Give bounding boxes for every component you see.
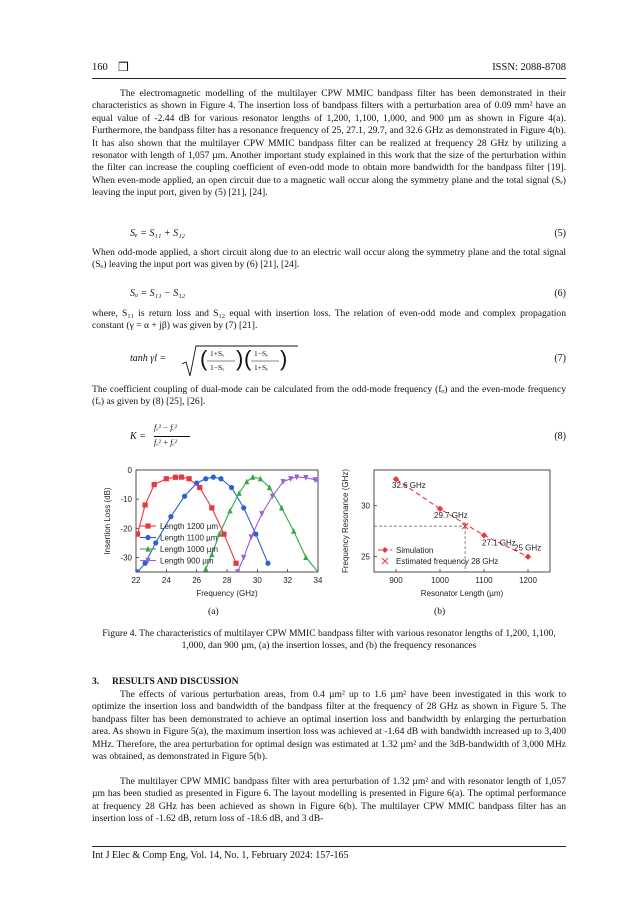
paragraph-1: The electromagnetic modelling of the multilayer CPW MMIC bandpass filter has been demonstrated in their characteristics as shown in Figure 4. The insertion loss of bandpass filters with a perturbation area of 0.09 mm² have an equal value of -2.44 dB for various resonator lengths of 1,200, 1,100, 1,000, and 900 µm as shown in Figure 4(a). Furthermore, the bandpass filter has a resonance frequency of 25, 27.1, 29.7, and 32.6 GHz as demonstrated in Figure 4(b). It has also shown that the multilayer CPW MMIC bandpass filter can be realized at frequency 28 GHz by utilizing a resonator with length of 1,057 µm. Another important study explained in this work that the size of the perturbation within the filter can increase the coupling coefficient of even-odd mode to obtain more bandwidth for the bandpass filter [19]. When even-mode applied, an open circuit due to a magnetic wall occur along the symmetry plane and the total signal (Sₑ) leaving the input port, given by (5) [21], [24].	[92, 88, 566, 199]
chart-frequency-resonance	[336, 458, 556, 618]
x-tick-label-a: 34	[313, 576, 323, 585]
data-point	[229, 485, 234, 490]
legend-marker-estimate	[382, 558, 388, 564]
section-number: 3.	[92, 676, 100, 687]
data-point	[218, 476, 223, 481]
simulation-point	[525, 554, 531, 560]
legend-label: Length 1200 µm	[160, 522, 218, 531]
data-point	[153, 540, 158, 545]
y-tick-label-a: -10	[120, 495, 132, 505]
legend-marker	[145, 535, 150, 540]
figure-label-a: (a)	[208, 606, 219, 617]
y-axis-label-a: Insertion Loss (dB)	[103, 487, 112, 555]
eq7-f2-num: 1−Sₑ	[254, 349, 269, 358]
eq8-denominator: fₒ² + fₑ²	[154, 438, 178, 447]
x-tick-label-a: 30	[252, 576, 262, 585]
equation-8-number: (8)	[554, 431, 566, 442]
svg-text:): )	[280, 346, 288, 371]
x-axis-label-b: Resonator Length (µm)	[420, 589, 504, 598]
x-tick-label-a: 24	[161, 576, 171, 585]
svg-text:(: (	[244, 346, 252, 371]
data-point	[250, 474, 255, 480]
point-label: 27.1 GHz	[482, 538, 516, 548]
y-tick-label-a: 0	[127, 466, 132, 475]
chart-insertion-loss	[98, 458, 328, 618]
data-point	[164, 476, 169, 481]
data-point	[241, 505, 246, 510]
paragraph-2: When odd-mode applied, a short circuit along due to an electric wall occur along the symmetry plane and the total signal (Sₒ) leaving the input port was given by (6) [21], [24].	[92, 247, 566, 271]
data-point	[186, 476, 191, 481]
svg-text:): )	[236, 346, 244, 371]
eq7-f1-num: 1+Sₒ	[210, 349, 225, 358]
data-point	[179, 475, 184, 480]
paragraph-3: where, S₁₁ is return loss and S₁₂ equal with insertion loss. The relation of even-odd mode and complex propagation constant (γ = α + jβ) was given by (7) [21].	[92, 308, 566, 332]
data-point	[315, 479, 320, 485]
data-point	[152, 482, 157, 487]
equation-6-number: (6)	[554, 288, 566, 299]
equation-7	[130, 344, 330, 378]
equation-7-number: (7)	[554, 353, 566, 364]
figure-caption: Figure 4. The characteristics of multilayer CPW MMIC bandpass filter with various resonator lengths of 1,200, 1,100, 1,000, dan 900 µm, (a) the insertion losses, and (b) the frequency resonances	[102, 628, 556, 652]
sqrt-sign	[180, 344, 300, 378]
footer-rule	[92, 846, 566, 847]
legend-marker-simulation	[382, 547, 388, 553]
legend-label: Length 1100 µm	[160, 533, 218, 543]
eq7-f1-den: 1−Sₒ	[210, 363, 225, 372]
figure-label-b: (b)	[434, 606, 446, 617]
x-tick-label-b: 1000	[431, 576, 449, 585]
page-number: 160	[92, 62, 108, 73]
eq7-f2-den: 1+Sₑ	[254, 363, 269, 372]
data-point	[211, 475, 216, 480]
data-point	[209, 505, 214, 510]
x-tick-label-b: 1100	[475, 576, 493, 585]
x-tick-label-a: 32	[283, 576, 293, 585]
x-tick-label-b: 900	[389, 576, 403, 585]
data-point	[234, 561, 239, 566]
series-line-3	[206, 477, 318, 572]
point-label: 29.7 GHz	[434, 510, 468, 520]
legend-label: Length 1000 µm	[160, 545, 218, 554]
y-tick-label-a: -30	[120, 553, 132, 563]
equation-5: Sₑ = S₁₁ + S₁₂	[130, 228, 186, 239]
data-point	[227, 508, 232, 514]
eq8-lhs: K =	[130, 431, 146, 442]
data-point	[249, 534, 254, 540]
data-point	[303, 554, 308, 560]
paragraph-4: The coefficient coupling of dual-mode can be calculated from the odd-mode frequency (fₒ) and the even-mode frequency (fₑ) as given by (8) [25], [26].	[92, 384, 566, 408]
header-rule	[92, 78, 566, 79]
data-point	[173, 475, 178, 480]
data-point	[244, 478, 249, 484]
equation-8	[130, 422, 250, 454]
eq8-numerator: fₒ² − fₑ²	[154, 423, 178, 432]
data-point	[203, 476, 208, 481]
legend-label-simulation: Simulation	[396, 546, 434, 555]
svg-text:(: (	[200, 346, 208, 371]
x-tick-label-b: 1200	[519, 576, 537, 585]
y-tick-label-a: -20	[120, 524, 132, 534]
data-point	[221, 532, 226, 537]
data-point	[143, 502, 148, 507]
x-axis-label-a: Frequency (GHz)	[196, 589, 258, 598]
data-point	[194, 481, 199, 486]
box-icon: ❒	[118, 60, 129, 74]
data-point	[182, 494, 187, 499]
legend-marker	[145, 523, 150, 528]
legend-label-estimate: Estimated frequency 28 GHz	[396, 557, 499, 566]
data-point	[265, 561, 270, 566]
eq7-lhs: tanh γl =	[130, 353, 167, 364]
paragraph-5: The effects of various perturbation areas, from 0.4 µm² up to 1.6 µm² have been investigated in this work to optimize the insertion loss and bandwidth of the bandpass filter at the frequency of 28 GHz as shown in Figure 5. The bandpass filter has been demonstrated to achieve an optimal insertion loss and bandwidth by enlarging the perturbation area. As shown in Figure 5(a), the maximum insertion loss was achieved at -1.64 dB with bandwidth increased up to 3,400 MHz. Therefore, the area perturbation for optimal design was estimated at 1.32 µm² and the 3dB-bandwidth of 3,000 MHz was obtained, as demonstrated in Figure 5(b).	[92, 689, 566, 763]
point-label: 25 GHz	[514, 543, 542, 553]
x-tick-label-a: 22	[131, 576, 141, 585]
data-point	[217, 531, 222, 537]
point-label: 32.6 GHz	[392, 481, 426, 491]
estimate-point	[462, 523, 468, 530]
equation-6: Sₒ = S₁₁ − S₁₂	[130, 288, 186, 299]
y-axis-label-b: Frequency Resonance (GHz)	[341, 468, 350, 574]
legend-label: Length 900 µm	[160, 556, 214, 566]
x-tick-label-a: 26	[192, 576, 202, 585]
data-point	[197, 485, 202, 490]
data-point	[259, 511, 264, 517]
x-tick-label-a: 28	[222, 576, 232, 585]
issn: ISSN: 2088-8708	[492, 62, 566, 73]
y-tick-label-b: 30	[361, 501, 370, 511]
data-point	[203, 566, 208, 572]
y-tick-label-b: 25	[361, 552, 370, 562]
data-point	[168, 514, 173, 519]
paragraph-6: The multilayer CPW MMIC bandpass filter with area perturbation of 1.32 µm² and with resonator length of 1,057 µm has been studied as presented in Figure 6. The layout modelling is presented in Figure 6(a). The optimal performance at frequency 28 GHz has been achieved as shown in Figure 6(b). The multilayer CPW MMIC bandpass filter has an insertion loss of -1.62 dB, return loss of -18.6 dB, and 3 dB-	[92, 776, 566, 825]
data-point	[241, 555, 246, 561]
equation-5-number: (5)	[554, 228, 566, 239]
data-point	[143, 561, 148, 566]
footer-citation: Int J Elec & Comp Eng, Vol. 14, No. 1, February 2024: 157-165	[92, 850, 349, 861]
section-title: RESULTS AND DISCUSSION	[112, 676, 239, 687]
eq8-fraction-bar	[154, 436, 190, 437]
